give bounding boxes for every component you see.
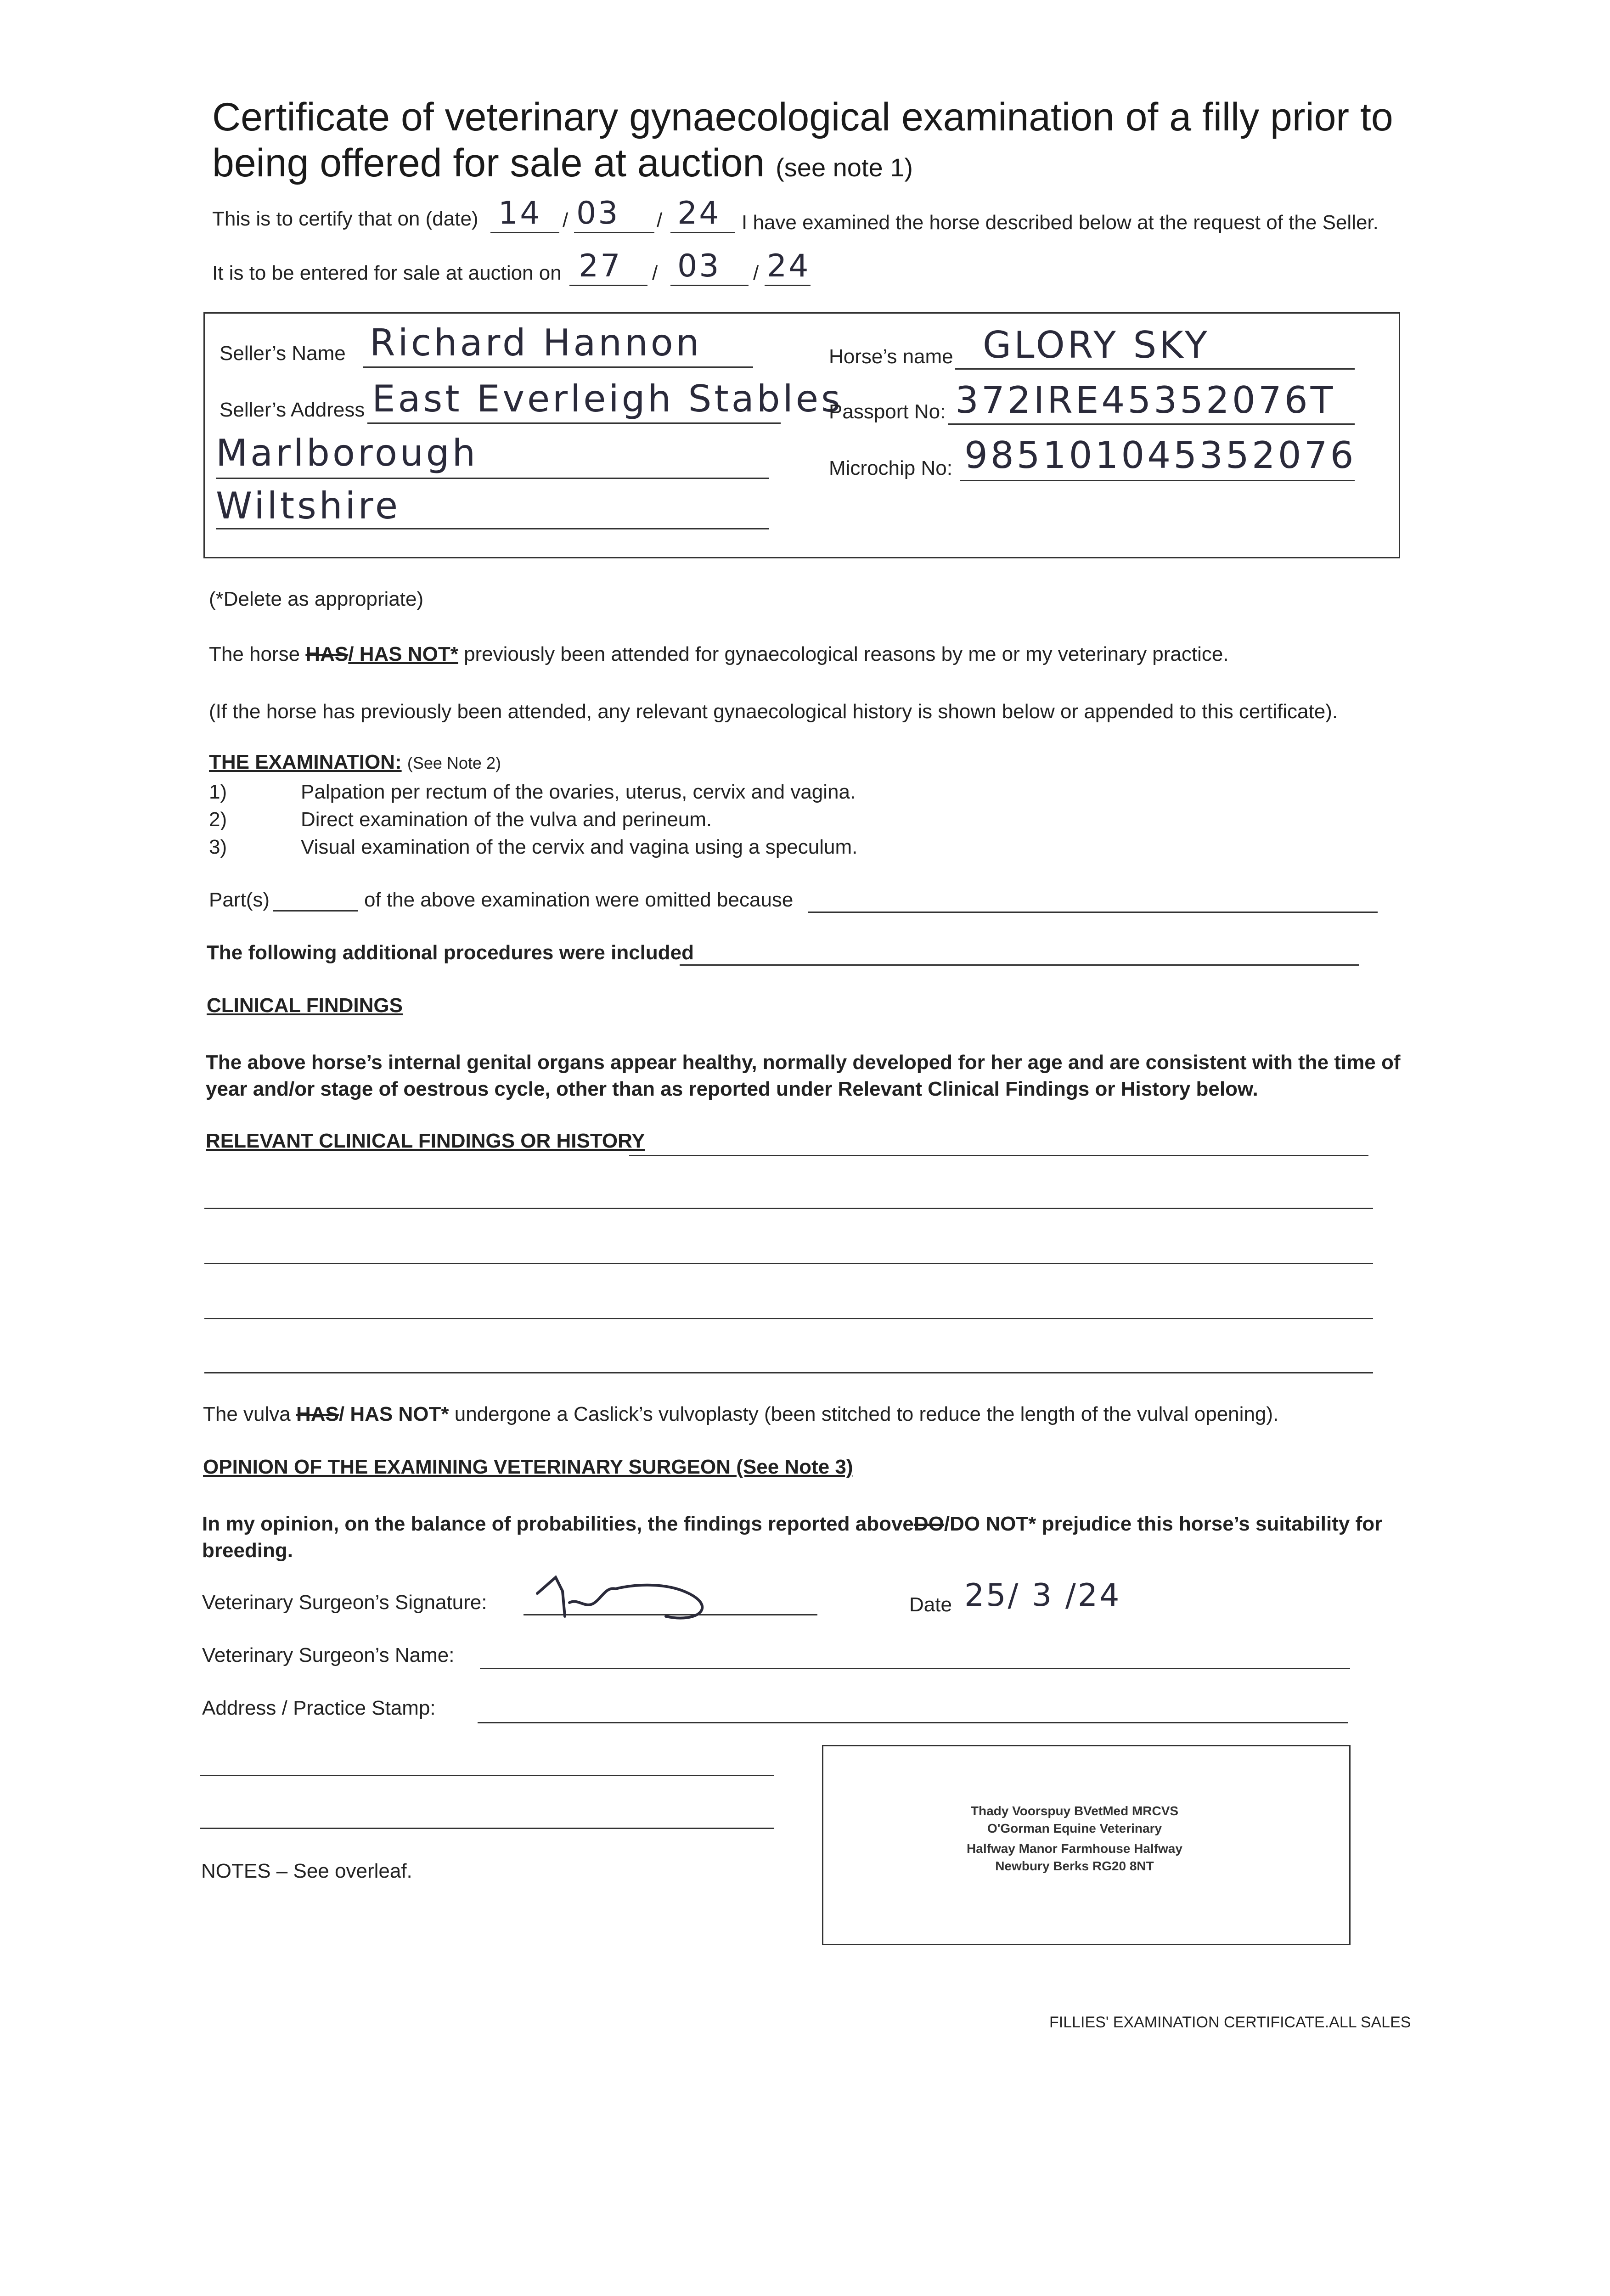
microchip-number: 985101045352076 [964,434,1357,477]
omitted-prefix: Part(s) [209,889,270,911]
practice-stamp: Thady Voorspuy BVetMed MRCVS O'Gorman Equine Veterinary Halfway Manor Farmhouse Halfway Newbury Berks RG20 8NT [967,1804,1182,1873]
list-item: 3) Visual examination of the cervix and vagina using a speculum. [209,836,858,858]
exam-year: 24 [677,195,721,231]
examination-list [209,778,857,861]
attended-has-struck: HAS [305,643,349,665]
seller-name-label: Seller’s Name [220,342,346,365]
attended-statement: The horse HAS/ HAS NOT* previously been attended for gynaecological reasons by me or my veterinary practice. [209,643,1229,665]
additional-procedures: The following additional procedures were included [207,941,694,964]
signature-scribble [528,1566,721,1630]
clinical-findings-heading: CLINICAL FINDINGS [207,994,403,1017]
examination-heading: THE EXAMINATION: (See Note 2) [209,751,501,773]
auction-day: 27 [579,248,622,284]
exam-day: 14 [498,195,542,231]
opinion-do-struck: DO [913,1513,944,1535]
certify-suffix: I have examined the horse described below at the request of the Seller. [742,211,1379,234]
horse-name: GLORY SKY [983,324,1210,366]
seller-address-label: Seller’s Address [220,399,365,421]
vulva-statement: The vulva HAS/ HAS NOT* undergone a Caslick’s vulvoplasty (been stitched to reduce the length of the vulval opening). [203,1403,1279,1425]
certificate-title [212,94,1452,191]
date-sep: / [753,262,759,284]
attended-option: / HAS NOT* [348,643,458,665]
signature-label: Veterinary Surgeon’s Signature: [202,1591,487,1614]
delete-note: (*Delete as appropriate) [209,588,424,610]
auction-prefix: It is to be entered for sale at auction on [212,262,562,284]
auction-month: 03 [677,248,721,284]
vulva-has-struck: HAS [296,1403,339,1425]
date-sep: / [652,262,658,284]
seller-address-line-1: East Everleigh Stables [372,377,843,420]
seller-address-line-3: Wiltshire [216,484,401,527]
notes-label: NOTES – See overleaf. [201,1860,412,1882]
clinical-statement: The above horse’s internal genital organs appear healthy, normally developed for her age and are consistent with the time of year and/or stage of oestrous cycle, other than as reported under Relevant Clinical Findings or History below. [206,1051,1401,1100]
microchip-label: Microchip No: [829,457,952,479]
signature-date: 25/ 3 /24 [964,1577,1121,1614]
seller-address-line-2: Marlborough [216,432,478,474]
opinion-heading: OPINION OF THE EXAMINING VETERINARY SURGEON (See Note 3) [203,1456,853,1478]
date-label: Date [909,1593,952,1616]
horse-name-label: Horse’s name [829,345,953,368]
vulva-option: / HAS NOT* [338,1403,449,1425]
omitted-mid: of the above examination were omitted because [364,889,794,911]
list-item: 2) Direct examination of the vulva and perineum. [209,808,712,831]
passport-number: 372IRE45352076T [955,379,1336,422]
list-item: 1) Palpation per rectum of the ovaries, uterus, cervix and vagina. [209,781,856,803]
exam-month: 03 [576,195,620,231]
title-main: Certificate of veterinary gynaecological examination of a filly prior to being offered for sale at auction [212,95,1393,185]
seller-name: Richard Hannon [370,321,702,364]
date-sep: / [563,209,569,231]
history-note: (If the horse has previously been attended, any relevant gynaecological history is shown below or appended to this certificate). [209,700,1338,723]
passport-label: Passport No: [829,400,946,423]
certify-prefix: This is to certify that on (date) [212,208,478,230]
opinion-option: /DO NOT* [944,1513,1036,1535]
date-sep: / [657,209,663,231]
opinion-statement: In my opinion, on the balance of probabilities, the findings reported aboveDO/DO NOT* prejudice this horse’s suitability for breeding. [202,1513,1383,1562]
auction-year: 24 [767,248,811,284]
relevant-findings-heading: RELEVANT CLINICAL FINDINGS OR HISTORY [206,1130,645,1152]
title-note: (see note 1) [776,153,913,182]
footer-reference: FILLIES' EXAMINATION CERTIFICATE.ALL SALES [1049,2014,1411,2031]
address-stamp-label: Address / Practice Stamp: [202,1697,436,1719]
surgeon-name-label: Veterinary Surgeon’s Name: [202,1644,455,1666]
